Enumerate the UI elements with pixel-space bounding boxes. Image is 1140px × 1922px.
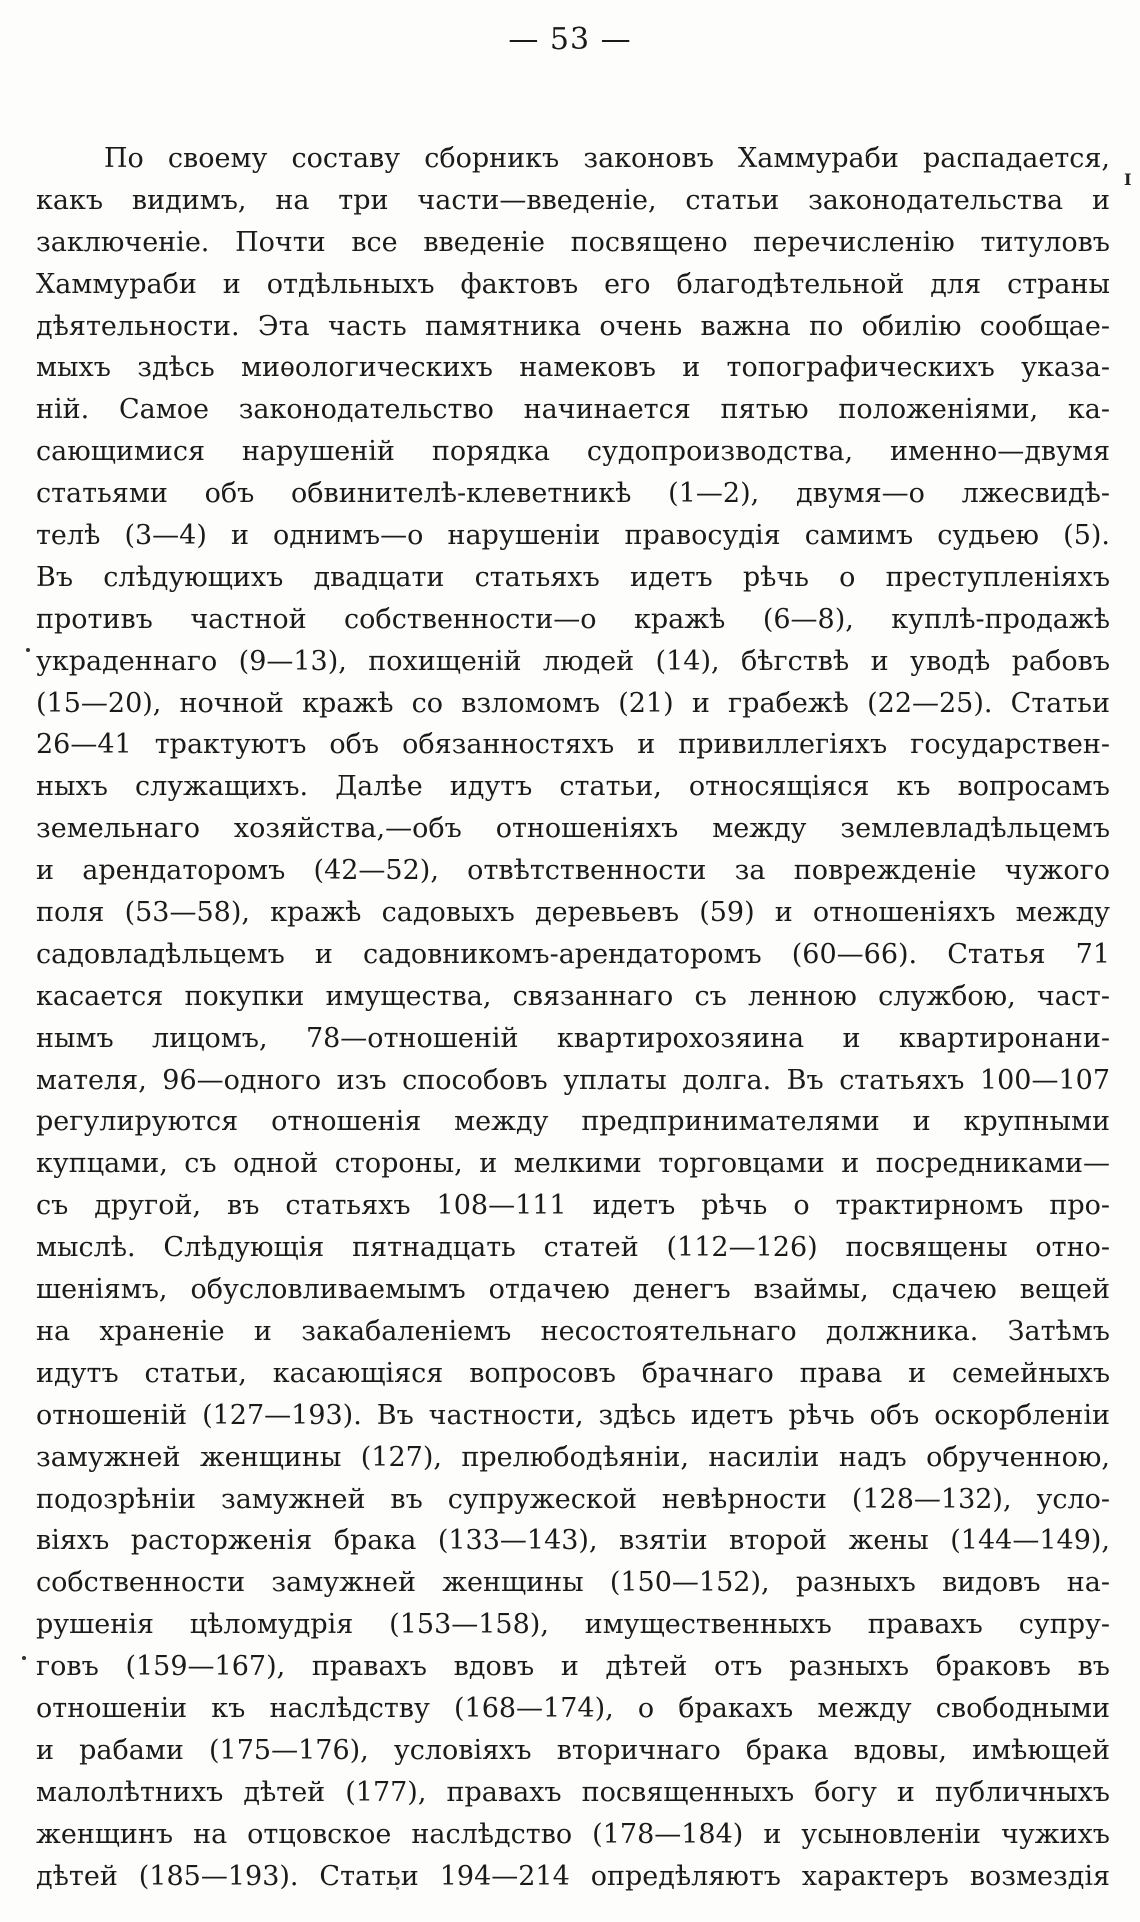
text-line: сающимися нарушеній порядка судопроизводства, именно—двумя (36, 436, 1110, 468)
text-line: ныхъ служащихъ. Далѣе идутъ статьи, относящіяся къ вопросамъ (36, 771, 1110, 803)
text-line: украденнаго (9—13), похищеній людей (14), бѣгствѣ и уводѣ рабовъ (36, 645, 1110, 677)
text-line: на храненіе и закабаленіемъ несостоятельнаго должника. Затѣмъ (36, 1315, 1110, 1347)
text-line: малолѣтнихъ дѣтей (177), правахъ посвященныхъ богу и публичныхъ (36, 1776, 1110, 1808)
text-line: регулируются отношенія между предпринимателями и крупными (36, 1106, 1110, 1138)
text-line: поля (53—58), кражѣ садовыхъ деревьевъ (59) и отношеніяхъ между (36, 897, 1110, 929)
text-line: съ другой, въ статьяхъ 108—111 идетъ рѣчь о трактирномъ про- (36, 1190, 1110, 1222)
text-line: отношеніи къ наслѣдству (168—174), о бракахъ между свободными (36, 1692, 1110, 1724)
text-line: женщинъ на отцовское наслѣдство (178—184) и усыновленіи чужихъ (36, 1818, 1110, 1850)
text-line: отношеній (127—193). Въ частности, здѣсь идетъ рѣчь объ оскорбленіи (36, 1399, 1110, 1431)
text-line: віяхъ расторженія брака (133—143), взятіи второй жены (144—149), (36, 1525, 1110, 1557)
text-line: мыхъ здѣсь миѳологическихъ намековъ и топографическихъ указа- (36, 352, 1110, 384)
text-line: замужней женщины (127), прелюбодѣяніи, насиліи надъ обрученною, (36, 1441, 1110, 1473)
margin-speck (26, 648, 30, 652)
text-line: земельнаго хозяйства,—объ отношеніяхъ между землевладѣльцемъ (36, 813, 1110, 845)
text-line: дѣтей (185—193). Статьи 194—214 опредѣляютъ характеръ возмездія (36, 1860, 1110, 1892)
text-line: заключеніе. Почти все введеніе посвящено перечисленію титуловъ (36, 226, 1110, 258)
text-line: мыслѣ. Слѣдующія пятнадцать статей (112—126) посвящены отно- (36, 1232, 1110, 1264)
body-paragraph (36, 138, 1110, 1897)
text-line: противъ частной собственности—о кражѣ (6—8), куплѣ-продажѣ (36, 603, 1110, 635)
text-line: Въ слѣдующихъ двадцати статьяхъ идетъ рѣчь о преступленіяхъ (36, 561, 1110, 593)
text-line: и арендаторомъ (42—52), отвѣтственности за поврежденіе чужого (36, 855, 1110, 887)
text-line: По своему составу сборникъ законовъ Хаммураби распадается, (104, 143, 1110, 174)
text-line: касается покупки имущества, связаннаго съ ленною службою, част- (36, 980, 1110, 1012)
page-number: — 53 — (508, 22, 632, 57)
text-line: мателя, 96—одного изъ способовъ уплаты долга. Въ статьяхъ 100—107 (36, 1064, 1110, 1096)
margin-note: I (1124, 170, 1132, 189)
text-line: статьями объ обвинителѣ-клеветникѣ (1—2), двумя—о лжесвидѣ- (36, 478, 1110, 510)
text-line: и рабами (175—176), условіяхъ вторичнаго брака вдовы, имѣющей (36, 1734, 1110, 1766)
text-line: ній. Самое законодательство начинается пятью положеніями, ка- (36, 394, 1110, 426)
text-line: собственности замужней женщины (150—152), разныхъ видовъ на- (36, 1567, 1110, 1599)
text-line: рушенія цѣломудрія (153—158), имущественныхъ правахъ супру- (36, 1609, 1110, 1641)
text-line: нымъ лицомъ, 78—отношеній квартирохозяина и квартиронани- (36, 1022, 1110, 1054)
text-line: садовладѣльцемъ и садовникомъ-арендаторомъ (60—66). Статья 71 (36, 938, 1110, 970)
text-line: телѣ (3—4) и однимъ—о нарушеніи правосудія самимъ судьею (5). (36, 520, 1110, 552)
text-line: купцами, съ одной стороны, и мелкими торговцами и посредниками— (36, 1148, 1110, 1180)
text-line: говъ (159—167), правахъ вдовъ и дѣтей отъ разныхъ браковъ въ (36, 1651, 1110, 1683)
text-line: какъ видимъ, на три части—введеніе, статьи законодательства и (36, 184, 1110, 216)
text-line: 26—41 трактуютъ объ обязанностяхъ и привиллегіяхъ государствен- (36, 729, 1110, 761)
text-line: дѣятельности. Эта часть памятника очень важна по обилію сообщае- (36, 310, 1110, 342)
text-line: подозрѣніи замужней въ супружеской невѣрности (128—132), усло- (36, 1483, 1110, 1515)
text-line: (15—20), ночной кражѣ со взломомъ (21) и грабежѣ (22—25). Статьи (36, 687, 1110, 719)
text-line: шеніямъ, обусловливаемымъ отдачею денегъ взаймы, сдачею вещей (36, 1274, 1110, 1306)
text-line: Хаммураби и отдѣльныхъ фактовъ его благодѣтельной для страны (36, 268, 1110, 300)
text-line: идутъ статьи, касающіяся вопросовъ брачнаго права и семейныхъ (36, 1357, 1110, 1389)
margin-speck (22, 1656, 26, 1660)
